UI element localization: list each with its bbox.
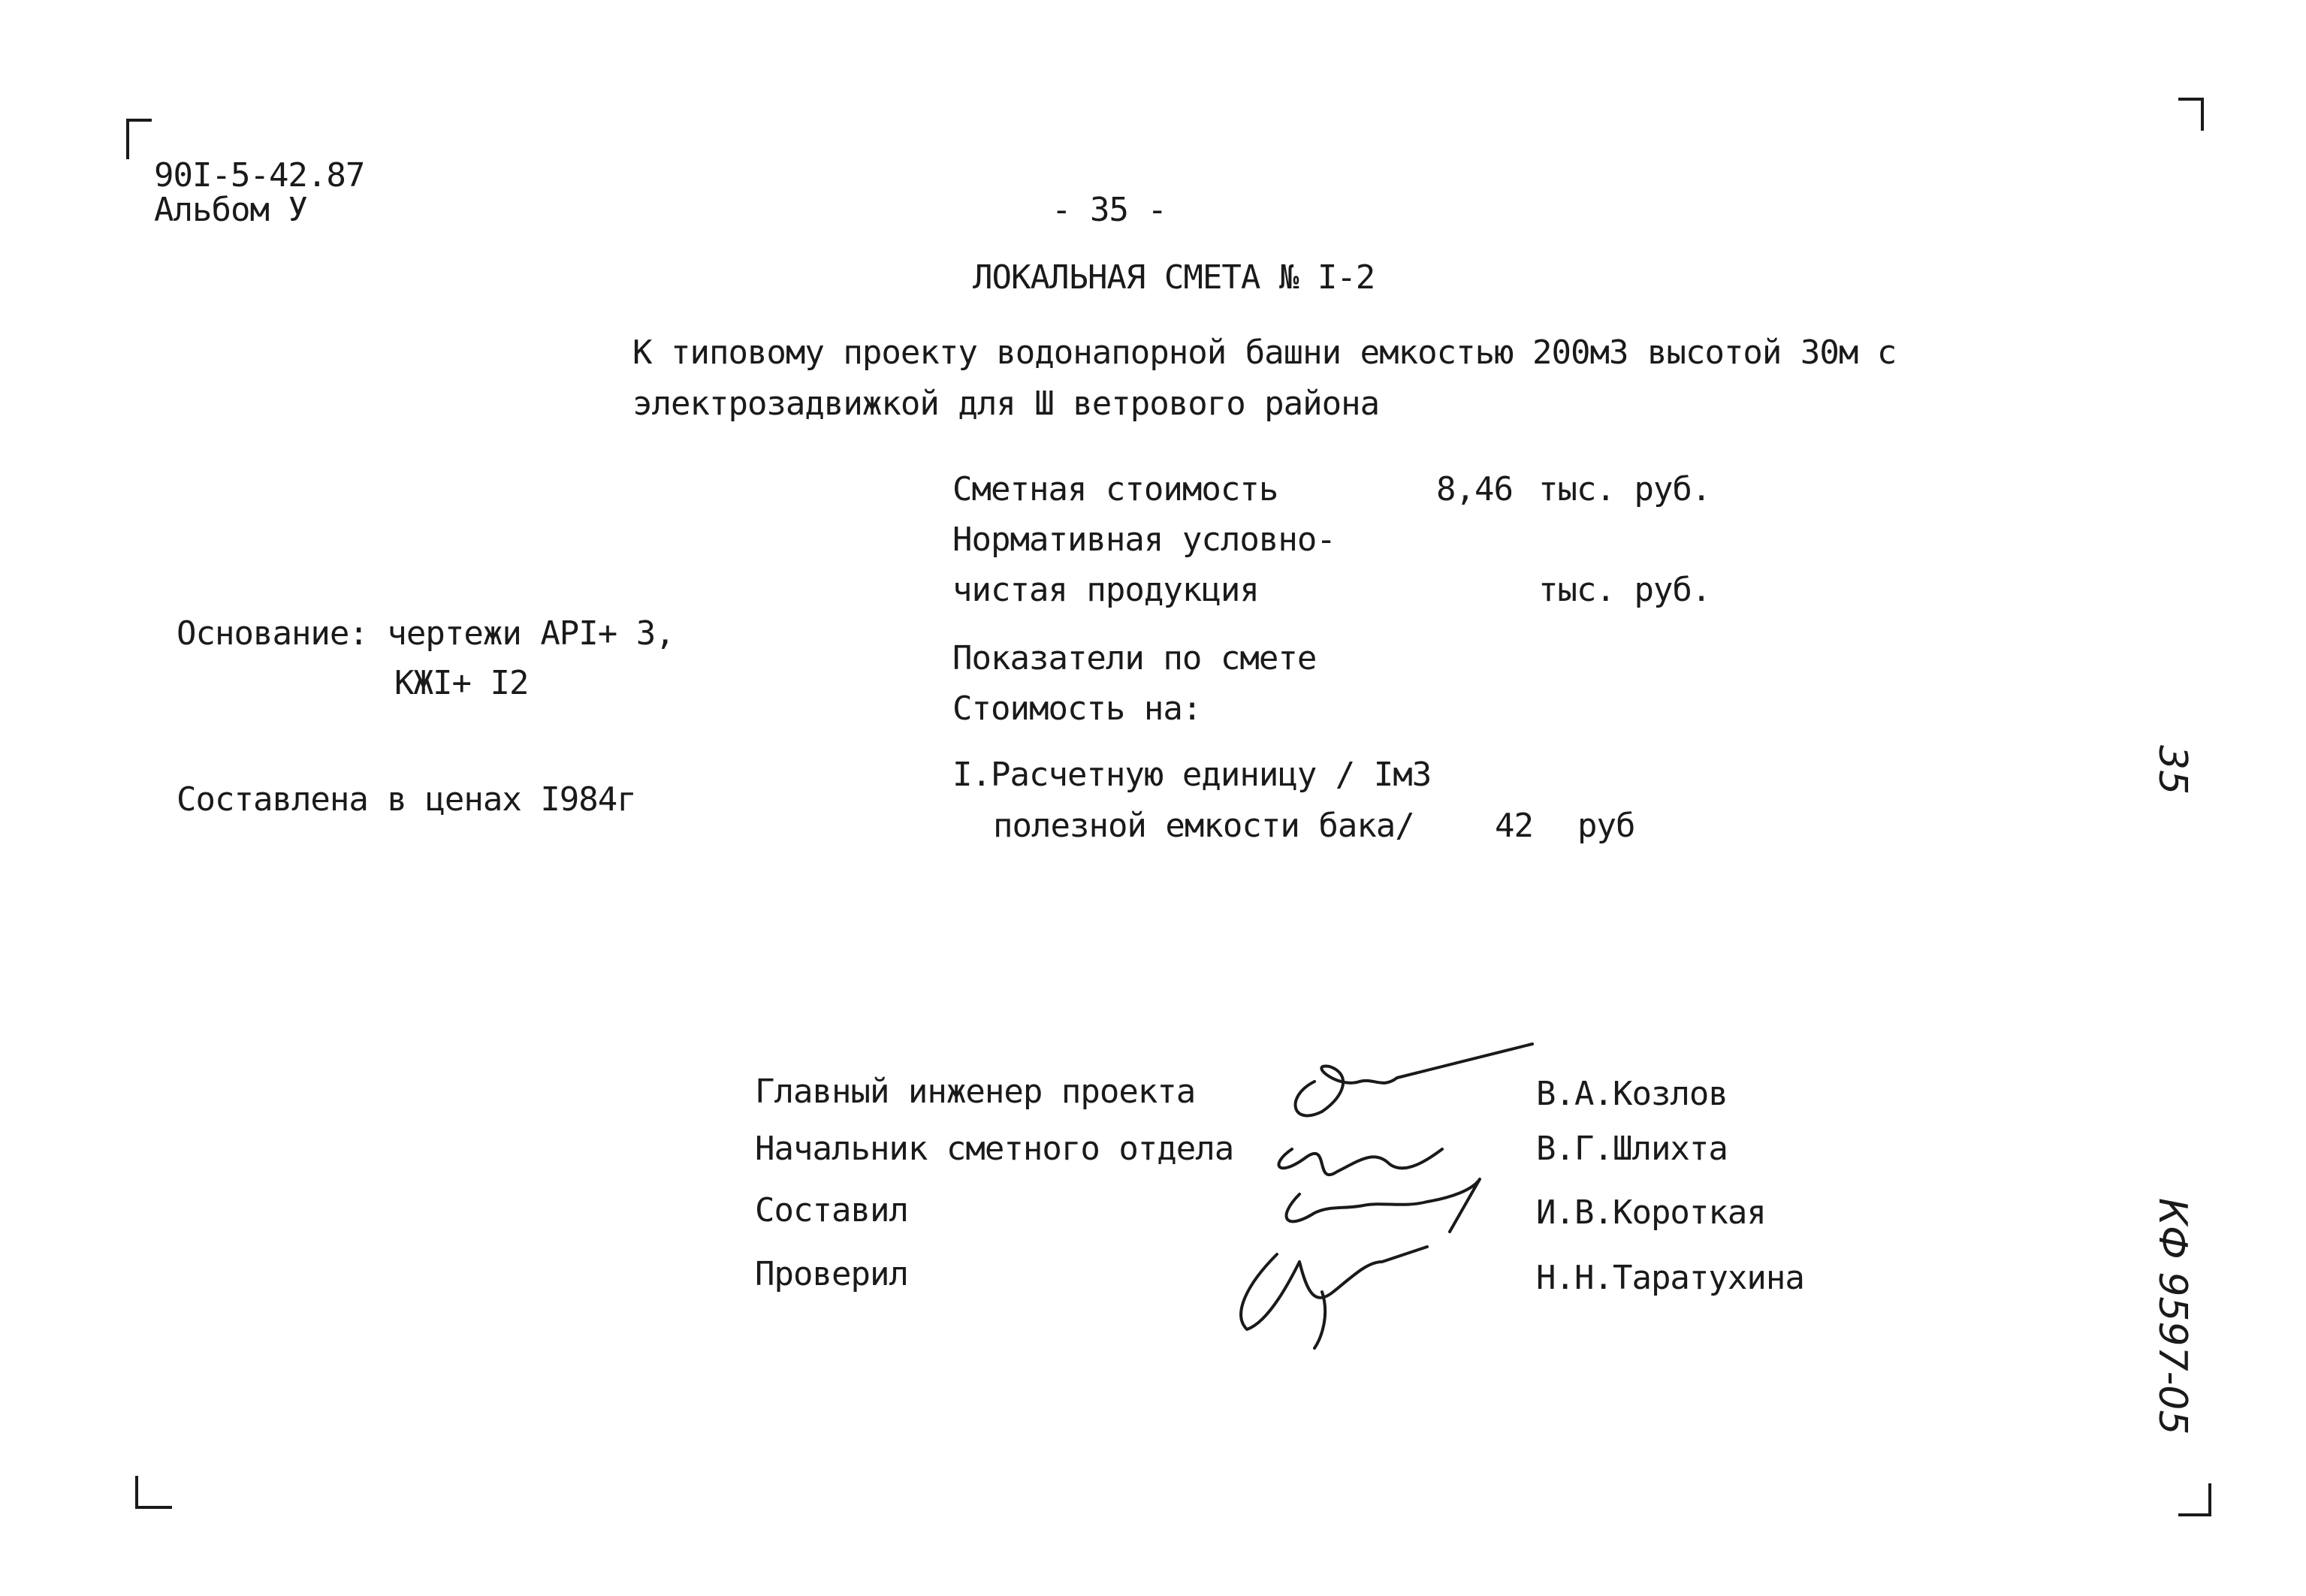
- signature-name-checked: Н.Н.Таратухина: [1536, 1259, 1804, 1297]
- indicator-item-value: 42: [1495, 807, 1533, 845]
- signature-role-chief-engineer: Главный инженер проекта: [755, 1073, 1196, 1111]
- subtitle-line-2: электрозадвижкой для Ш ветрового района: [632, 385, 1380, 423]
- indicator-item-line-2: полезной емкости бака/: [993, 807, 1414, 845]
- signature-role-estimates-head: Начальник сметного отдела: [755, 1130, 1234, 1168]
- estimated-cost-value: 8,46: [1436, 470, 1513, 508]
- page-number: - 35 -: [1052, 191, 1167, 229]
- corner-mark-bottom-right: [2178, 1483, 2211, 1516]
- signature-role-compiled: Составил: [755, 1191, 908, 1229]
- basis-line-2: КЖI+ I2: [394, 664, 529, 702]
- normative-label-line-2: чистая продукция: [952, 571, 1259, 609]
- corner-mark-bottom-left: [135, 1476, 172, 1509]
- subtitle-line-1: К типовому проекту водонапорной башни емкостью 200м3 высотой 30м с: [632, 333, 1897, 372]
- cost-per-heading: Стоимость на:: [952, 689, 1202, 728]
- indicators-heading: Показатели по смете: [952, 639, 1317, 677]
- signature-name-estimates-head: В.Г.Шлихта: [1536, 1130, 1728, 1168]
- signature-role-checked: Проверил: [755, 1255, 908, 1293]
- signature-name-compiled: И.В.Короткая: [1536, 1193, 1766, 1232]
- normative-unit: тыс. руб.: [1538, 571, 1711, 609]
- signature-name-chief-engineer: В.А.Козлов: [1536, 1075, 1728, 1113]
- prices-year: Составлена в ценах I984г: [177, 780, 636, 819]
- corner-mark-top-left: [126, 119, 152, 159]
- album-label: Альбом У: [154, 191, 307, 229]
- normative-label-line-1: Нормативная условно-: [952, 520, 1336, 559]
- handwritten-signatures: [1202, 1036, 1547, 1359]
- estimated-cost-label: Сметная стоимость: [952, 470, 1278, 508]
- margin-page-number: 35: [2150, 745, 2195, 795]
- corner-mark-top-right: [2178, 98, 2204, 131]
- basis-line-1: Основание: чертежи АРI+ 3,: [177, 614, 675, 653]
- doc-code: 90I-5-42.87: [154, 156, 365, 195]
- estimated-cost-unit: тыс. руб.: [1538, 470, 1711, 508]
- margin-archive-code: КФ 9597-05: [2150, 1198, 2195, 1435]
- document-title: ЛОКАЛЬНАЯ СМЕТА № I-2: [973, 258, 1375, 297]
- indicator-item-unit: руб: [1577, 807, 1635, 845]
- indicator-item-line-1: I.Расчетную единицу / Iм3: [952, 756, 1432, 794]
